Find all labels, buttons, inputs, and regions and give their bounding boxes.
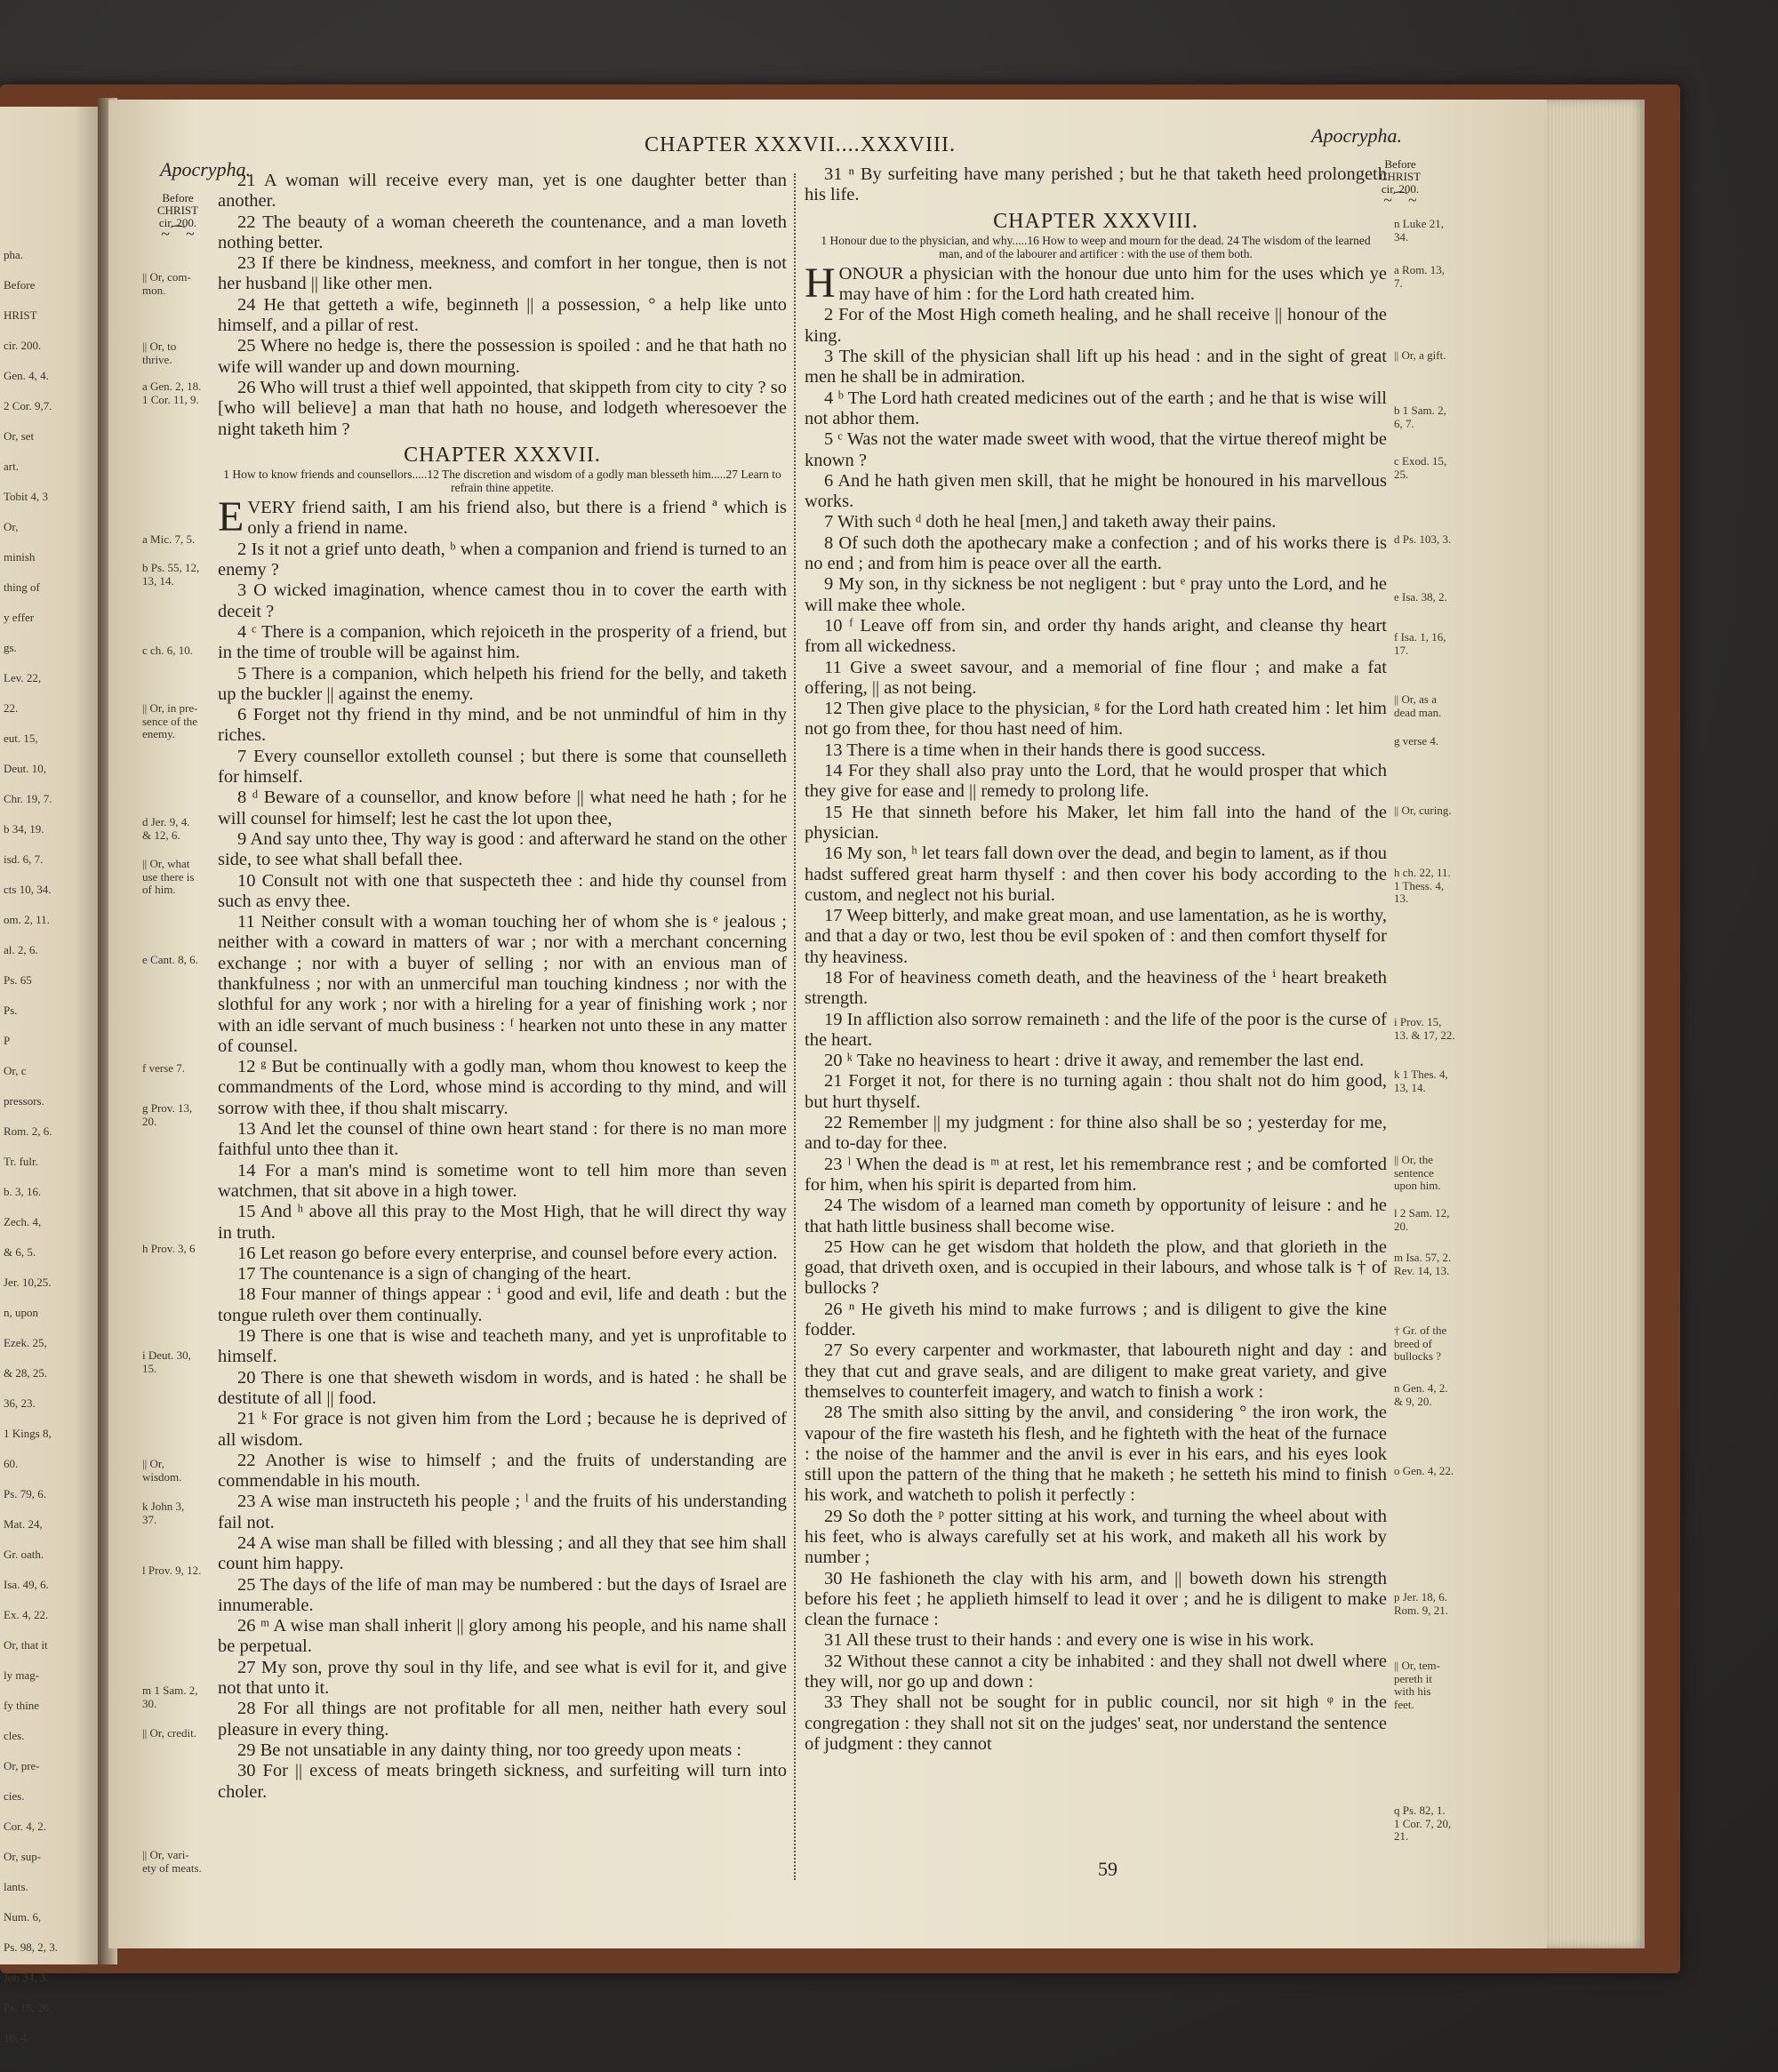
margin-note [1394, 693, 1441, 719]
verse: 4 ᶜ There is a companion, which rejoiceth in the prosperity of a friend, but in the time of trouble will be against him. [218, 621, 787, 663]
margin-note-text: a Gen. 2, 18. 1 Cor. 11, 9. [142, 380, 202, 406]
left-margin-note: & 6, 5. [4, 1245, 36, 1259]
verse: 29 So doth the ᵖ potter sitting at his work, and turning the wheel about with his feet, who is always carefully set at his work, and maketh all his work by number ; [805, 1506, 1387, 1568]
left-margin-note: Zech. 4, [4, 1215, 42, 1228]
margin-note-text: || Or, curing. [1394, 804, 1452, 817]
column-divider [794, 173, 796, 1880]
left-margin-note: Ezek. 25, [4, 1336, 47, 1349]
chapter-38-title: CHAPTER XXXVIII. [993, 209, 1198, 233]
left-margin-note: isd. 6, 7. [4, 852, 44, 866]
left-margin-note: art. [4, 460, 19, 473]
margin-note-text: f Isa. 1, 16, 17. [1394, 630, 1446, 657]
left-margin-note: thing of [4, 580, 40, 594]
left-margin-note: Mat. 24, [4, 1517, 43, 1531]
margin-note-text: || Or, credit. [142, 1726, 196, 1740]
left-margin-note: om. 2, 11. [4, 913, 50, 926]
verse: 27 So every carpenter and workmaster, that laboureth night and day : and they that cut and grave seals, and are diligent to make great variety, and give themselves to counterfeit imagery, and watch to finish a work : [805, 1340, 1387, 1402]
left-margin-note: pressors. [4, 1094, 44, 1108]
left-margin-note: Jer. 10,25. [4, 1276, 52, 1289]
left-margin-note: 10, 4. [4, 2031, 30, 2044]
verse: 25 The days of the life of man may be numbered : but the days of Israel are innumerable. [218, 1574, 787, 1615]
left-margin-note: pha. [4, 248, 24, 261]
margin-note-text: || Or, vari- ety of meats. [142, 1848, 202, 1875]
verse: 14 For a man's mind is sometime wont to tell him more than seven watchmen, that sit above in a high tower. [218, 1160, 787, 1201]
margin-note-text: g verse 4. [1394, 734, 1439, 748]
left-margin-note: Ex. 4, 22. [4, 1608, 49, 1621]
verse: 3 The skill of the physician shall lift up his head : and in the sight of great men he shall be in admiration. [805, 347, 1387, 388]
chapter-36-ending [218, 171, 787, 440]
margin-note-text: m 1 Sam. 2, 30. [142, 1684, 198, 1710]
verse: 30 He fashioneth the clay with his arm, and || boweth down his strength before his feet ; he applieth himself to lead it over ; and he is diligent to make clean the furnace : [805, 1568, 1387, 1630]
left-margin-note: Num. 6, [4, 1910, 42, 1924]
margin-note [142, 271, 191, 297]
left-margin-note: cies. [4, 1789, 25, 1803]
margin-note [142, 1500, 184, 1526]
margin-note [1394, 533, 1451, 547]
margin-note [142, 1849, 202, 1875]
left-page-edge [0, 107, 105, 2044]
margin-note-text: i Prov. 15, 13. & 17, 22. [1394, 1015, 1455, 1042]
verse: 28 For all things are not profitable for all men, neither hath every soul pleasure in every thing. [218, 1699, 787, 1740]
left-margin-note: al. 2, 6. [4, 943, 38, 956]
left-margin-note: Or, set [4, 429, 35, 443]
verse: 5 There is a companion, which helpeth his friend for the belly, and taketh up the buckler || against the enemy. [218, 663, 787, 704]
verse: 10 ᶠ Leave off from sin, and order thy hands aright, and cleanse thy heart from all wickedness. [805, 615, 1387, 657]
margin-note [142, 858, 194, 897]
verse: 24 A wise man shall be filled with blessing ; and all they that see him shall count him happy. [218, 1533, 787, 1574]
verse: 4 ᵇ The Lord hath created medicines out of the earth ; and he that is wise will not abhor them. [805, 388, 1387, 428]
margin-note-text: o Gen. 4, 22. [1394, 1464, 1454, 1477]
left-margin-note: Rom. 2, 6. [4, 1124, 52, 1138]
verse: 3 O wicked imagination, whence camest thou in to cover the earth with deceit ? [218, 580, 787, 621]
verse: 14 For they shall also pray unto the Lord, that he would prosper that which they give for ease and || remedy to prolong life. [805, 761, 1387, 802]
margin-note [142, 1243, 195, 1256]
left-margin-note: Tr. fulr. [4, 1155, 38, 1168]
verse: 17 The countenance is a sign of changing of the heart. [237, 1264, 632, 1284]
margin-note-text: l 2 Sam. 12, 20. [1394, 1206, 1450, 1233]
margin-note [1394, 1016, 1455, 1042]
left-margin-note: Isa. 49, 6. [4, 1578, 49, 1591]
margin-note-text: c ch. 6, 10. [142, 644, 194, 657]
left-margin-note: cles. [4, 1729, 25, 1742]
left-margin-note: Gen. 4, 4. [4, 369, 49, 382]
verse: 26 Who will trust a thief well appointed, that skippeth from city to city ? so [who will believe] a man that hath no house, and lodgeth wheresoever the night taketh him ? [218, 377, 787, 439]
margin-note-text: e Cant. 8, 6. [142, 953, 198, 966]
margin-note [1394, 867, 1451, 906]
margin-note [142, 816, 189, 842]
margin-note [1394, 404, 1446, 430]
margin-note [1394, 1252, 1451, 1277]
margin-note-text: b 1 Sam. 2, 6, 7. [1394, 404, 1446, 430]
margin-note [1394, 1207, 1449, 1233]
margin-note [142, 702, 197, 741]
verse: 19 In affliction also sorrow remaineth : and the life of the poor is the curse of the heart. [805, 1009, 1387, 1050]
margin-note [142, 1727, 196, 1740]
page-number: 59 [1098, 1858, 1117, 1880]
margin-note [142, 1062, 185, 1076]
left-margin-note: Job 34, 3. [4, 1971, 49, 1984]
left-margin-note: P [4, 1034, 11, 1047]
verse: 10 Consult not with one that suspecteth thee : and hide thy counsel from such as envy thee. [218, 870, 787, 911]
left-margin-note: Or, c [4, 1064, 27, 1077]
margin-note [1394, 218, 1444, 244]
left-margin-note: Ps. 18, 26. [4, 2001, 52, 2014]
verse: 31 All these trust to their hands : and every one is wise in his work. [824, 1630, 1315, 1651]
left-margin-note: 2 Cor. 9,7. [4, 399, 52, 412]
verse: 30 For || excess of meats bringeth sickness, and surfeiting will turn into choler. [218, 1761, 787, 1802]
margin-note [1394, 1154, 1441, 1193]
verse: 13 And let the counsel of thine own heart stand : for there is no man more faithful unto thee than it. [218, 1119, 787, 1160]
margin-note-text: a Rom. 13, 7. [1394, 263, 1446, 290]
verse: 26 ⁿ He giveth his mind to make furrows ; and is diligent to give the kine fodder. [805, 1299, 1387, 1340]
verse: 12 ᵍ But be continually with a godly man, whom thou knowest to keep the commandments of the Lord, whose mind is according to thy mind, and will sorrow with thee, if thou shalt miscarry. [218, 1057, 787, 1118]
margin-note [142, 380, 201, 406]
verse: 22 Remember || my judgment : for thine also shall be so ; yesterday for me, and to-day for thee. [805, 1113, 1387, 1154]
margin-note [1394, 1382, 1448, 1408]
left-margin-note: Deut. 10, [4, 762, 47, 775]
text-column-left [218, 171, 787, 1803]
verse: 6 And he hath given men skill, that he might be honoured in his marvellous works. [805, 470, 1387, 512]
verse: 8 ᵈ Beware of a counsellor, and know before || what need he hath ; for he will counsel for himself; lest he cast the lot upon thee, [218, 788, 787, 828]
left-margin-note: Ps. 98, 2, 3. [4, 1940, 59, 1954]
margin-note [1394, 804, 1452, 818]
margin-note [142, 1349, 191, 1375]
verse-text: VERY friend saith, I am his friend also, but there is a friend ª which is only a friend in name. [247, 498, 787, 539]
margin-note-text: i Deut. 30, 15. [142, 1348, 191, 1375]
margin-note-text: || Or, to thrive. [142, 340, 177, 366]
verse: 26 ᵐ A wise man shall inherit || glory among his people, and his name shall be perpetual. [218, 1616, 787, 1657]
left-margin-note: b. 3, 16. [4, 1185, 42, 1198]
chapter-37-ending [805, 164, 1387, 206]
margin-note-text: h Prov. 3, 6 [142, 1242, 196, 1255]
left-header-label: Apocrypha. [160, 158, 252, 180]
verse: 32 Without these cannot a city be inhabited : and they shall not dwell where they will, nor go up and down : [805, 1651, 1387, 1692]
left-margin-note: HRIST [4, 308, 37, 322]
left-margin-note: fy thine [4, 1699, 40, 1712]
left-margin-note: n, upon [4, 1306, 38, 1319]
verse: 17 Weep bitterly, and make great moan, and use lamentation, as he is worthy, and that a day or two, lest thou be evil spoken of : and then comfort thyself for thy heaviness. [805, 906, 1387, 967]
margin-note-text: b Ps. 55, 12, 13, 14. [142, 561, 200, 588]
left-margin-note: Ps. 79, 6. [4, 1487, 47, 1500]
verse: 5 ᶜ Was not the water made sweet with wood, that the virtue thereof might be known ? [805, 429, 1387, 470]
margin-note-text: d Jer. 9, 4. & 12, 6. [142, 815, 190, 842]
verse: 16 Let reason go before every enterprise, and counsel before every action. [237, 1243, 778, 1263]
verse: 16 My son, ʰ let tears fall down over the dead, and begin to lament, as if thou hadst suffered great harm thyself : and then cover his body according to the custom, and neglect not his burial. [805, 844, 1387, 905]
left-margin-note: Tobit 4, 3 [4, 490, 49, 503]
left-margin-note: lants. [4, 1880, 28, 1893]
margin-note [1394, 631, 1446, 657]
margin-note [142, 340, 176, 366]
margin-note [142, 1564, 201, 1578]
verse: 9 And say unto thee, Thy way is good : and afterward he stand on the other side, to see what shall befall thee. [218, 828, 787, 870]
margin-note-text: || Or, what use there is of him. [142, 857, 195, 896]
margin-note-text: q Ps. 82, 1. 1 Cor. 7, 20, 21. [1394, 1804, 1452, 1843]
before-christ-left: Before CHRIST cir. 200. ~⌒~ [156, 191, 199, 243]
verse: 27 My son, prove thy soul in thy life, and see what is evil for it, and give not that unto it. [218, 1657, 787, 1699]
margin-note-text: || Or, a gift. [1394, 348, 1446, 362]
verse: 7 Every counsellor extolleth counsel ; but there is some that counselleth for himself. [218, 746, 787, 788]
margin-note-text: k 1 Thes. 4, 13, 14. [1394, 1068, 1448, 1094]
chapter-37-summary: 1 How to know friends and counsellors.....12 The discretion and wisdom of a godly man blesseth him.....27 Learn to refrain thine appetite. [223, 468, 781, 495]
chapter-38-verses [805, 259, 1387, 1755]
left-margin-note: 22. [4, 701, 19, 715]
margin-note [1394, 1465, 1454, 1478]
verse: 19 There is one that is wise and teacheth many, and yet is unprofitable to himself. [218, 1326, 787, 1367]
verse: 7 With such ᵈ doth he heal [men,] and taketh away their pains. [824, 512, 1277, 532]
verse: 29 Be not unsatiable in any dainty thing, nor too greedy upon meats : [237, 1740, 742, 1760]
margin-note [142, 562, 199, 588]
margin-note-text: a Mic. 7, 5. [142, 532, 196, 546]
verse: 15 He that sinneth before his Maker, let him fall into the hand of the physician. [805, 802, 1387, 843]
left-margin-note: Or, that it [4, 1638, 48, 1652]
margin-note [1394, 591, 1447, 604]
margin-note [1394, 455, 1446, 481]
left-margin-note: Before [4, 278, 36, 292]
verse: 11 Give a sweet savour, and a memorial of fine flour ; and make a fat offering, || as not being. [805, 657, 1387, 698]
left-margin-note: Cor. 4, 2. [4, 1820, 47, 1833]
left-margin-note: minish [4, 550, 36, 564]
chapter-38-summary: 1 Honour due to the physician, and why.....16 How to weep and mourn for the dead. 24 The wisdom of the learned man, and of the labourer and artificer : with the use of them both. [821, 233, 1371, 260]
chapter-37-verses [218, 493, 787, 1803]
left-margin-note: 1 Kings 8, [4, 1427, 52, 1440]
margin-note [142, 533, 195, 547]
verse: 33 They shall not be sought for in public council, nor sit high ᵠ in the congregation : they shall not sit on the judges' seat, nor understand the sentence of judgment : they cannot [805, 1692, 1387, 1754]
verse: 21 A woman will receive every man, yet is one daughter better than another. [218, 171, 787, 212]
verse [805, 259, 1387, 307]
margin-note [1394, 1591, 1448, 1617]
verse: 11 Neither consult with a woman touching her of whom she is ᵉ jealous ; neither with a coward in matters of war ; nor with a merchant concerning exchange ; nor with a buyer of selling ; nor with an envious man of thankfulness ; nor with an unmerciful man touching kindness ; nor with the slothful for any work ; nor with a hireling for a year of finishing work ; nor with an idle servant of much business : ᶠ hearken not unto these in any matter of counsel. [218, 912, 787, 1056]
verse: 20 ᵏ Take no heaviness to heart : drive it away, and remember the last end. [824, 1051, 1365, 1071]
margin-note [142, 954, 198, 967]
verse: 31 ⁿ By surfeiting have many perished ; but he that taketh heed prolongeth his life. [805, 164, 1387, 205]
margin-note-text: f verse 7. [142, 1061, 186, 1075]
margin-note-text: m Isa. 57, 2. Rev. 14, 13. [1394, 1251, 1452, 1277]
running-title: CHAPTER XXXVII....XXXVIII. [645, 133, 956, 156]
left-margin-note: cir. 200. [4, 339, 42, 352]
margin-note-text: || Or, as a dead man. [1394, 692, 1442, 719]
left-margin-note: 36, 23. [4, 1396, 36, 1410]
verse: 24 He that getteth a wife, beginneth || a possession, ° a help like unto himself, and a pillar of rest. [218, 294, 787, 336]
verse: 13 There is a time when in their hands there is good success. [824, 740, 1266, 760]
margin-note-text: d Ps. 103, 3. [1394, 532, 1452, 546]
margin-note-text: n Luke 21, 34. [1394, 217, 1444, 244]
left-margin-note: Ps. [4, 1004, 18, 1017]
left-margin-note: gs. [4, 641, 17, 654]
verse: 9 My son, in thy sickness be not negligent : but ᵉ pray unto the Lord, and he will make thee whole. [805, 574, 1387, 615]
margin-note [1394, 349, 1446, 363]
verse: 23 ˡ When the dead is ᵐ at rest, let his remembrance rest ; and be comforted for him, when his spirit is departed from him. [805, 1154, 1387, 1195]
margin-note [142, 644, 193, 658]
verse: 20 There is one that sheweth wisdom in words, and is hated : he shall be destitute of all || food. [218, 1367, 787, 1408]
chapter-37-title: CHAPTER XXXVII. [404, 443, 601, 467]
verse: 15 And ʰ above all this pray to the Most High, that he will direct thy way in truth. [218, 1202, 787, 1243]
verse: 25 Where no hedge is, there the possession is spoiled : and he that hath no wife will wander up and down mourning. [218, 336, 787, 377]
verse: 12 Then give place to the physician, ᵍ for the Lord hath created him : let him not go from thee, for thou hast need of him. [805, 699, 1387, 740]
margin-note-text: k John 3, 37. [142, 1500, 185, 1526]
before-christ-right: Before CHRIST cir. 200. ~⌒~ [1379, 157, 1422, 209]
verse: 22 The beauty of a woman cheereth the countenance, and a man loveth nothing better. [218, 212, 787, 252]
drop-cap: E [218, 493, 244, 541]
margin-note [1394, 1068, 1448, 1094]
left-margin-note: 60. [4, 1457, 19, 1470]
verse: 2 For of the Most High cometh healing, and he shall receive || honour of the king. [805, 305, 1387, 346]
margin-note [1394, 264, 1445, 290]
margin-note-text: † Gr. of the breed of bullocks ? [1394, 1324, 1447, 1363]
text-column-right [805, 164, 1387, 1755]
verse: 6 Forget not thy friend in thy mind, and be not unmindful of him in thy riches. [218, 705, 787, 746]
left-margin-note: Chr. 19, 7. [4, 792, 52, 805]
left-margin-note: ly mag- [4, 1668, 40, 1682]
left-margin-note: eut. 15, [4, 732, 38, 745]
page-edges [1547, 100, 1645, 1948]
verse: 23 A wise man instructeth his people ; ˡ and the fruits of his understanding fail not. [218, 1492, 787, 1532]
margin-note-text: || Or, com- mon. [142, 270, 191, 297]
verse: 28 The smith also sitting by the anvil, and considering ° the iron work, the vapour of the fire wasteth his flesh, and he fighteth with the heat of the furnace : the noise of the hammer and the anvil is ever in his ears, and his eyes look still upon the pattern of the thing that he maketh ; he setteth his mind to finish his work, and watcheth to polish it perfectly : [805, 1403, 1387, 1506]
margin-note [1394, 735, 1438, 748]
drop-cap: H [805, 259, 836, 307]
verse: 2 Is it not a grief unto death, ᵇ when a companion and friend is turned to an enemy ? [218, 539, 787, 580]
margin-note-text: || Or, wisdom. [142, 1457, 182, 1484]
verse: 22 Another is wise to himself ; and the fruits of understanding are commendable in his mouth. [218, 1450, 787, 1492]
margin-note-text: l Prov. 9, 12. [142, 1564, 202, 1577]
verse [218, 493, 787, 541]
margin-note-text: h ch. 22, 11. 1 Thess. 4, 13. [1394, 866, 1451, 905]
verse: 24 The wisdom of a learned man cometh by opportunity of leisure : and he that hath little business shall become wise. [805, 1196, 1387, 1236]
left-margin-note: Lev. 22, [4, 671, 42, 684]
left-margin-note: Ps. 65 [4, 973, 32, 987]
margin-note-text: n Gen. 4, 2. & 9, 20. [1394, 1381, 1448, 1408]
left-margin-note: Gr. oath. [4, 1548, 44, 1561]
left-margin-note: & 28, 25. [4, 1366, 48, 1380]
right-header-label: Apocrypha. [1311, 124, 1403, 147]
left-margin-note: Or, pre- [4, 1759, 40, 1772]
margin-note [1394, 1804, 1451, 1844]
margin-note [142, 1458, 181, 1484]
verse: 21 ᵏ For grace is not given him from the Lord ; because he is deprived of all wisdom. [218, 1409, 787, 1450]
verse: 18 Four manner of things appear : ⁱ good and evil, life and death : but the tongue ruleth over them continually. [218, 1284, 787, 1325]
left-margin-note: y effer [4, 611, 35, 624]
margin-note [1394, 1324, 1446, 1364]
verse: 25 How can he get wisdom that holdeth the plow, and that glorieth in the goad, that driveth oxen, and is occupied in their labours, and whose talk is † of bullocks ? [805, 1236, 1387, 1299]
verse: 21 Forget it not, for there is no turning again : thou shalt not do him good, but hurt thyself. [805, 1071, 1387, 1112]
margin-note [1394, 1660, 1440, 1711]
margin-note-text: p Jer. 18, 6. Rom. 9, 21. [1394, 1590, 1449, 1617]
margin-note [142, 1102, 192, 1128]
margin-note-text: || Or, the sentence upon him. [1394, 1153, 1441, 1192]
margin-note-text: || Or, in pre- sence of the enemy. [142, 701, 198, 740]
verse: 8 Of such doth the apothecary make a confection ; and of his works there is no end ; and from him is peace over all the earth. [805, 532, 1387, 574]
left-margin-note: cts 10, 34. [4, 883, 52, 896]
left-margin-note: b 34, 19. [4, 822, 44, 836]
margin-note [142, 1684, 197, 1710]
verse-text: ONOUR a physician with the honour due unto him for the uses which ye may have of him : for the Lord hath created him. [838, 263, 1387, 305]
verse: 23 If there be kindness, meekness, and comfort in her tongue, then is not her husband || like other men. [218, 253, 787, 294]
margin-note-text: c Exod. 15, 25. [1394, 454, 1447, 481]
margin-note-text: e Isa. 38, 2. [1394, 590, 1447, 604]
verse: 18 For of heaviness cometh death, and the heaviness of the ⁱ heart breaketh strength. [805, 967, 1387, 1009]
left-margin-note: Or, [4, 520, 19, 533]
margin-note-text: g Prov. 13, 20. [142, 1101, 193, 1128]
left-margin-note: Or, sup- [4, 1850, 42, 1863]
margin-note-text: || Or, tem- pereth it with his feet. [1394, 1659, 1440, 1711]
